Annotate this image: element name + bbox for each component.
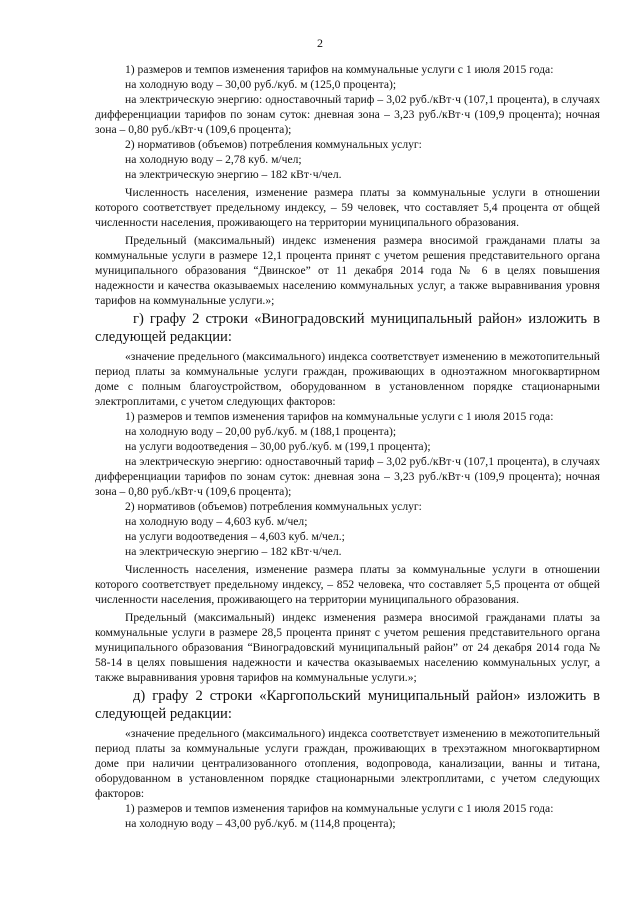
paragraph: «значение предельного (максимального) индекса соответствует изменению в межотопительный период платы за коммунальные услуги граждан, проживающих в трехэтажном многоквартирном доме при наличии централизованного отопления, водопровода, канализации, ванны и титана, оборудованном в установленном порядке стационарными электроплитами, с учетом следующих факторов: bbox=[95, 727, 600, 800]
list-item: 2) нормативов (объемов) потребления коммунальных услуг: bbox=[125, 500, 422, 513]
document-body bbox=[95, 62, 600, 831]
paragraph: Численность населения, изменение размера платы за коммунальные услуги в отношении которого соответствует предельному индексу, – 59 человек, что составляет 5,4 процента от общей численности населения, проживающего на территории муниципального образования. bbox=[95, 186, 600, 229]
list-item: на электрическую энергию: одноставочный тариф – 3,02 руб./кВт·ч (107,1 процента), в случаях дифференциации тарифов по зонам суток: дневная зона – 3,23 руб./кВт·ч (109,9 процента); ночная зона – 0,80 руб./кВт·ч (109,6 процента); bbox=[95, 455, 600, 498]
list-item: на холодную воду – 4,603 куб. м/чел; bbox=[125, 515, 308, 528]
paragraph: Численность населения, изменение размера платы за коммунальные услуги в отношении которого соответствует предельному индексу, – 852 человека, что составляет 5,5 процента от общей численности населения, проживающего на территории муниципального образования. bbox=[95, 563, 600, 606]
list-item: 2) нормативов (объемов) потребления коммунальных услуг: bbox=[125, 138, 422, 151]
list-item: на холодную воду – 2,78 куб. м/чел; bbox=[125, 153, 302, 166]
list-item: на электрическую энергию: одноставочный тариф – 3,02 руб./кВт·ч (107,1 процента), в случаях дифференциации тарифов по зонам суток: дневная зона – 3,23 руб./кВт·ч (109,9 процента); ночная зона – 0,80 руб./кВт·ч (109,6 процента); bbox=[95, 93, 600, 136]
paragraph: Предельный (максимальный) индекс изменения размера вносимой гражданами платы за коммунальные услуги в размере 12,1 процента принят с учетом решения представительного органа муниципального образования “Двинское” от 11 декабря 2014 года № 6 в целях повышения надежности и качества оказываемых населению коммунальных услуг, а также выравнивания уровня тарифов на коммунальные услуги.»; bbox=[95, 234, 600, 307]
list-item: на электрическую энергию – 182 кВт·ч/чел. bbox=[125, 168, 342, 181]
list-item: на холодную воду – 20,00 руб./куб. м (188,1 процента); bbox=[125, 425, 397, 438]
list-item: на услуги водоотведения – 4,603 куб. м/чел.; bbox=[125, 530, 345, 543]
paragraph: «значение предельного (максимального) индекса соответствует изменению в межотопительный период платы за коммунальные услуги граждан, проживающих в одноэтажном многоквартирном доме с полным благоустройством, оборудованном в установленном порядке стационарными электроплитами, с учетом следующих факторов: bbox=[95, 350, 600, 408]
section-heading: д) графу 2 строки «Каргопольский муниципальный район» изложить в следующей редакции: bbox=[95, 688, 600, 722]
list-item: на холодную воду – 30,00 руб./куб. м (125,0 процента); bbox=[125, 78, 397, 91]
list-item: 1) размеров и темпов изменения тарифов на коммунальные услуги с 1 июля 2015 года: bbox=[125, 410, 554, 423]
list-item: 1) размеров и темпов изменения тарифов на коммунальные услуги с 1 июля 2015 года: bbox=[125, 802, 554, 815]
page-number: 2 bbox=[317, 36, 323, 50]
list-item: на холодную воду – 43,00 руб./куб. м (114,8 процента); bbox=[125, 817, 396, 830]
list-item: на услуги водоотведения – 30,00 руб./куб. м (199,1 процента); bbox=[125, 440, 431, 453]
section-heading: г) графу 2 строки «Виноградовский муниципальный район» изложить в следующей редакции: bbox=[95, 311, 600, 345]
paragraph: Предельный (максимальный) индекс изменения размера вносимой гражданами платы за коммунальные услуги в размере 28,5 процента принят с учетом решения представительного органа муниципального образования “Виноградовский муниципальный район” от 24 декабря 2014 года № 58-14 в целях повышения надежности и качества оказываемых населению коммунальных услуг, а также выравнивания уровня тарифов на коммунальные услуги.»; bbox=[95, 611, 600, 684]
list-item: на электрическую энергию – 182 кВт·ч/чел. bbox=[125, 545, 342, 558]
list-item: 1) размеров и темпов изменения тарифов на коммунальные услуги с 1 июля 2015 года: bbox=[125, 63, 554, 76]
